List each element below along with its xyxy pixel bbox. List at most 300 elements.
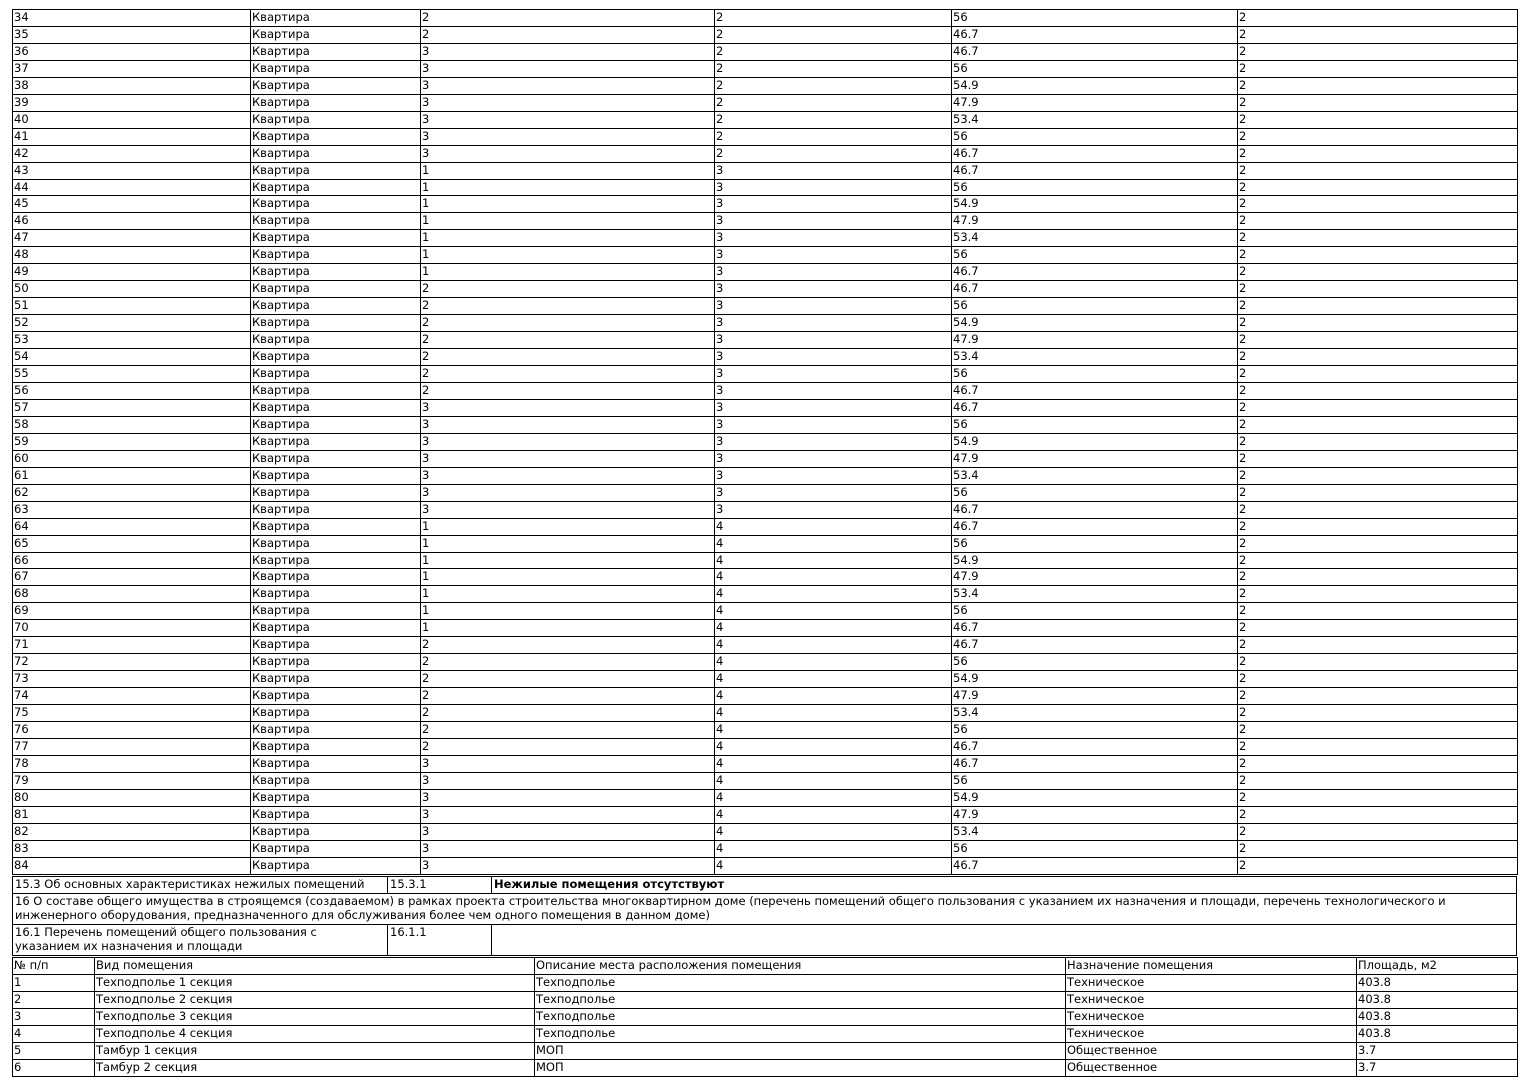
rooms-detail: 2 [1238,366,1518,383]
table-row [13,654,1518,671]
rooms-detail: 2 [1238,94,1518,111]
premise-type: Квартира [251,569,421,586]
rooms-detail: 2 [1238,196,1518,213]
rooms-count: 2 [421,688,715,705]
rooms-count: 2 [421,332,715,349]
premise-type: Квартира [251,179,421,196]
area: 47.9 [952,688,1238,705]
table-row [13,10,1518,27]
table-row [13,688,1518,705]
header-number: № п/п [13,958,95,975]
section-15-3-code: 15.3.1 [388,877,492,894]
apartment-number: 80 [13,789,251,806]
rooms-detail: 2 [1238,467,1518,484]
rooms-count: 3 [421,128,715,145]
table-row [13,620,1518,637]
rooms-count: 2 [421,738,715,755]
table-row [13,315,1518,332]
rooms-detail: 2 [1238,671,1518,688]
rooms-count: 3 [421,450,715,467]
apartment-number: 55 [13,366,251,383]
rooms-detail: 2 [1238,840,1518,857]
room-number: 6 [13,1059,95,1076]
premise-type: Квартира [251,281,421,298]
section-16-1 [12,924,1517,956]
room-type: Техподполье 1 секция [95,974,535,991]
area: 46.7 [952,399,1238,416]
rooms-detail: 2 [1238,111,1518,128]
floor: 2 [715,10,952,27]
table-row [13,162,1518,179]
rooms-detail: 2 [1238,755,1518,772]
apartment-number: 75 [13,705,251,722]
floor: 3 [715,332,952,349]
floor: 4 [715,535,952,552]
area: 56 [952,416,1238,433]
floor: 3 [715,399,952,416]
rooms-count: 3 [421,857,715,874]
section-16-1-value [492,925,1517,956]
apartments-table-body [13,10,1518,875]
area: 47.9 [952,569,1238,586]
floor: 4 [715,671,952,688]
rooms-count: 1 [421,586,715,603]
room-purpose: Техническое [1066,1025,1357,1042]
room-location: МОП [535,1042,1066,1059]
premise-type: Квартира [251,382,421,399]
table-row [13,467,1518,484]
apartment-number: 68 [13,586,251,603]
area: 56 [952,603,1238,620]
rooms-detail: 2 [1238,637,1518,654]
rooms-count: 2 [421,315,715,332]
rooms-count: 2 [421,366,715,383]
premise-type: Квартира [251,94,421,111]
table-row [13,213,1518,230]
room-location: Техподполье [535,1025,1066,1042]
table-row [13,26,1518,43]
premise-type: Квартира [251,806,421,823]
premise-type: Квартира [251,332,421,349]
table-row [13,722,1518,739]
premise-type: Квартира [251,688,421,705]
rooms-detail: 2 [1238,484,1518,501]
floor: 4 [715,806,952,823]
rooms-detail: 2 [1238,247,1518,264]
floor: 4 [715,569,952,586]
premise-type: Квартира [251,705,421,722]
premise-type: Квартира [251,366,421,383]
area: 47.9 [952,450,1238,467]
room-type: Техподполье 4 секция [95,1025,535,1042]
apartment-number: 52 [13,315,251,332]
apartment-number: 63 [13,501,251,518]
section-15-3-label: 15.3 Об основных характеристиках нежилых помещений [13,877,388,894]
premise-type: Квартира [251,60,421,77]
table-row [13,111,1518,128]
room-purpose: Техническое [1066,991,1357,1008]
section-15-3-row [13,877,1517,894]
table-row [13,450,1518,467]
apartment-number: 57 [13,399,251,416]
floor: 4 [715,637,952,654]
room-type: Тамбур 1 секция [95,1042,535,1059]
rooms-count: 2 [421,722,715,739]
apartment-number: 67 [13,569,251,586]
header-purpose: Назначение помещения [1066,958,1357,975]
table-row [13,247,1518,264]
room-number: 5 [13,1042,95,1059]
rooms-detail: 2 [1238,77,1518,94]
apartment-number: 47 [13,230,251,247]
rooms-count: 3 [421,111,715,128]
floor: 3 [715,230,952,247]
floor: 4 [715,518,952,535]
area: 53.4 [952,823,1238,840]
floor: 2 [715,26,952,43]
apartment-number: 72 [13,654,251,671]
rooms-detail: 2 [1238,281,1518,298]
common-rooms-table-body [13,974,1518,1076]
premise-type: Квартира [251,501,421,518]
rooms-detail: 2 [1238,586,1518,603]
apartment-number: 76 [13,722,251,739]
apartment-number: 74 [13,688,251,705]
room-area: 403.8 [1357,1008,1518,1025]
floor: 2 [715,60,952,77]
area: 46.7 [952,518,1238,535]
apartment-number: 73 [13,671,251,688]
floor: 3 [715,382,952,399]
floor: 2 [715,43,952,60]
table-row [13,196,1518,213]
table-row [13,518,1518,535]
rooms-detail: 2 [1238,162,1518,179]
premise-type: Квартира [251,43,421,60]
section-15-3-value: Нежилые помещения отсутствуют [492,877,1517,894]
rooms-count: 3 [421,484,715,501]
rooms-detail: 2 [1238,145,1518,162]
floor: 3 [715,179,952,196]
rooms-detail: 2 [1238,772,1518,789]
room-location: Техподполье [535,974,1066,991]
rooms-count: 2 [421,654,715,671]
premise-type: Квартира [251,77,421,94]
premise-type: Квартира [251,772,421,789]
floor: 3 [715,467,952,484]
floor: 2 [715,145,952,162]
rooms-count: 2 [421,298,715,315]
area: 46.7 [952,26,1238,43]
rooms-detail: 2 [1238,654,1518,671]
rooms-count: 2 [421,281,715,298]
table-row [13,586,1518,603]
table-row [13,349,1518,366]
floor: 2 [715,128,952,145]
floor: 4 [715,722,952,739]
table-row [13,382,1518,399]
floor: 2 [715,94,952,111]
premise-type: Квартира [251,264,421,281]
section-16 [12,893,1517,925]
apartment-number: 44 [13,179,251,196]
rooms-count: 1 [421,179,715,196]
rooms-detail: 2 [1238,552,1518,569]
rooms-count: 1 [421,162,715,179]
area: 56 [952,298,1238,315]
table-row [13,738,1518,755]
floor: 3 [715,315,952,332]
premise-type: Квартира [251,518,421,535]
table-row [13,43,1518,60]
area: 56 [952,722,1238,739]
area: 54.9 [952,196,1238,213]
table-row [13,433,1518,450]
premise-type: Квартира [251,552,421,569]
floor: 4 [715,857,952,874]
table-row [13,535,1518,552]
table-row [13,60,1518,77]
rooms-detail: 2 [1238,399,1518,416]
rooms-detail: 2 [1238,603,1518,620]
rooms-count: 1 [421,213,715,230]
apartment-number: 61 [13,467,251,484]
apartment-number: 53 [13,332,251,349]
table-row [13,705,1518,722]
table-row [13,603,1518,620]
header-area: Площадь, м2 [1357,958,1518,975]
area: 54.9 [952,552,1238,569]
table-row [13,484,1518,501]
premise-type: Квартира [251,399,421,416]
area: 46.7 [952,738,1238,755]
floor: 2 [715,111,952,128]
rooms-detail: 2 [1238,416,1518,433]
section-16-1-row [13,925,1517,956]
table-row [13,128,1518,145]
rooms-detail: 2 [1238,43,1518,60]
premise-type: Квартира [251,840,421,857]
rooms-count: 3 [421,77,715,94]
section-16-1-label: 16.1 Перечень помещений общего пользования с указанием их назначения и площади [13,925,388,956]
header-room-type: Вид помещения [95,958,535,975]
rooms-count: 2 [421,705,715,722]
area: 56 [952,366,1238,383]
apartment-number: 70 [13,620,251,637]
premise-type: Квартира [251,298,421,315]
rooms-detail: 2 [1238,823,1518,840]
premise-type: Квартира [251,315,421,332]
apartment-number: 71 [13,637,251,654]
rooms-detail: 2 [1238,264,1518,281]
rooms-detail: 2 [1238,433,1518,450]
rooms-detail: 2 [1238,26,1518,43]
table-row [13,145,1518,162]
floor: 3 [715,366,952,383]
rooms-count: 2 [421,26,715,43]
premise-type: Квартира [251,349,421,366]
table-row [13,637,1518,654]
area: 54.9 [952,77,1238,94]
table-row [13,857,1518,874]
room-purpose: Общественное [1066,1059,1357,1076]
rooms-count: 3 [421,43,715,60]
area: 56 [952,484,1238,501]
premise-type: Квартира [251,654,421,671]
rooms-count: 2 [421,637,715,654]
apartment-number: 45 [13,196,251,213]
rooms-count: 2 [421,671,715,688]
rooms-count: 1 [421,247,715,264]
area: 53.4 [952,705,1238,722]
floor: 4 [715,823,952,840]
floor: 3 [715,213,952,230]
rooms-count: 3 [421,60,715,77]
room-area: 403.8 [1357,1025,1518,1042]
area: 46.7 [952,501,1238,518]
section-16-1-code: 16.1.1 [388,925,492,956]
room-location: Техподполье [535,1008,1066,1025]
premise-type: Квартира [251,857,421,874]
premise-type: Квартира [251,145,421,162]
premise-type: Квартира [251,162,421,179]
table-row [13,755,1518,772]
room-area: 403.8 [1357,991,1518,1008]
room-number: 4 [13,1025,95,1042]
rooms-count: 3 [421,823,715,840]
premise-type: Квартира [251,467,421,484]
area: 46.7 [952,43,1238,60]
apartment-number: 46 [13,213,251,230]
apartment-number: 35 [13,26,251,43]
rooms-count: 1 [421,620,715,637]
rooms-count: 2 [421,349,715,366]
table-row [13,332,1518,349]
floor: 3 [715,298,952,315]
apartment-number: 69 [13,603,251,620]
room-purpose: Техническое [1066,1008,1357,1025]
rooms-count: 3 [421,94,715,111]
apartment-number: 62 [13,484,251,501]
rooms-count: 1 [421,569,715,586]
rooms-detail: 2 [1238,688,1518,705]
table-row [13,399,1518,416]
area: 54.9 [952,789,1238,806]
floor: 3 [715,162,952,179]
rooms-detail: 2 [1238,789,1518,806]
rooms-detail: 2 [1238,569,1518,586]
area: 46.7 [952,637,1238,654]
apartment-number: 39 [13,94,251,111]
apartment-number: 50 [13,281,251,298]
floor: 3 [715,247,952,264]
table-row [13,1042,1518,1059]
area: 56 [952,60,1238,77]
apartment-number: 42 [13,145,251,162]
area: 56 [952,772,1238,789]
floor: 4 [715,620,952,637]
section-15-3 [12,876,1517,894]
area: 47.9 [952,94,1238,111]
apartment-number: 82 [13,823,251,840]
rooms-count: 1 [421,535,715,552]
premise-type: Квартира [251,247,421,264]
premise-type: Квартира [251,10,421,27]
table-row [13,416,1518,433]
table-row [13,806,1518,823]
common-rooms-table [12,957,1518,1077]
rooms-count: 1 [421,552,715,569]
rooms-detail: 2 [1238,332,1518,349]
area: 56 [952,840,1238,857]
area: 46.7 [952,145,1238,162]
floor: 4 [715,654,952,671]
table-row [13,298,1518,315]
area: 53.4 [952,586,1238,603]
rooms-count: 3 [421,806,715,823]
room-type: Техподполье 3 секция [95,1008,535,1025]
floor: 3 [715,264,952,281]
rooms-count: 1 [421,603,715,620]
apartments-table [12,9,1518,875]
room-area: 3.7 [1357,1042,1518,1059]
rooms-detail: 2 [1238,128,1518,145]
apartment-number: 58 [13,416,251,433]
floor: 4 [715,840,952,857]
area: 46.7 [952,755,1238,772]
rooms-detail: 2 [1238,501,1518,518]
area: 53.4 [952,349,1238,366]
table-row [13,230,1518,247]
apartment-number: 37 [13,60,251,77]
rooms-count: 2 [421,10,715,27]
area: 47.9 [952,806,1238,823]
area: 53.4 [952,111,1238,128]
header-location: Описание места расположения помещения [535,958,1066,975]
table-row [13,552,1518,569]
apartment-number: 41 [13,128,251,145]
floor: 4 [715,688,952,705]
rooms-count: 3 [421,772,715,789]
table-row [13,366,1518,383]
rooms-detail: 2 [1238,722,1518,739]
floor: 4 [715,705,952,722]
floor: 4 [715,603,952,620]
area: 47.9 [952,213,1238,230]
area: 46.7 [952,162,1238,179]
premise-type: Квартира [251,603,421,620]
premise-type: Квартира [251,128,421,145]
rooms-detail: 2 [1238,806,1518,823]
rooms-detail: 2 [1238,10,1518,27]
apartment-number: 78 [13,755,251,772]
rooms-count: 3 [421,416,715,433]
apartment-number: 36 [13,43,251,60]
table-row [13,991,1518,1008]
area: 53.4 [952,230,1238,247]
rooms-detail: 2 [1238,518,1518,535]
table-row [13,772,1518,789]
floor: 3 [715,450,952,467]
premise-type: Квартира [251,484,421,501]
area: 46.7 [952,857,1238,874]
premise-type: Квартира [251,637,421,654]
apartment-number: 84 [13,857,251,874]
apartment-number: 59 [13,433,251,450]
rooms-detail: 2 [1238,620,1518,637]
premise-type: Квартира [251,416,421,433]
rooms-count: 3 [421,399,715,416]
